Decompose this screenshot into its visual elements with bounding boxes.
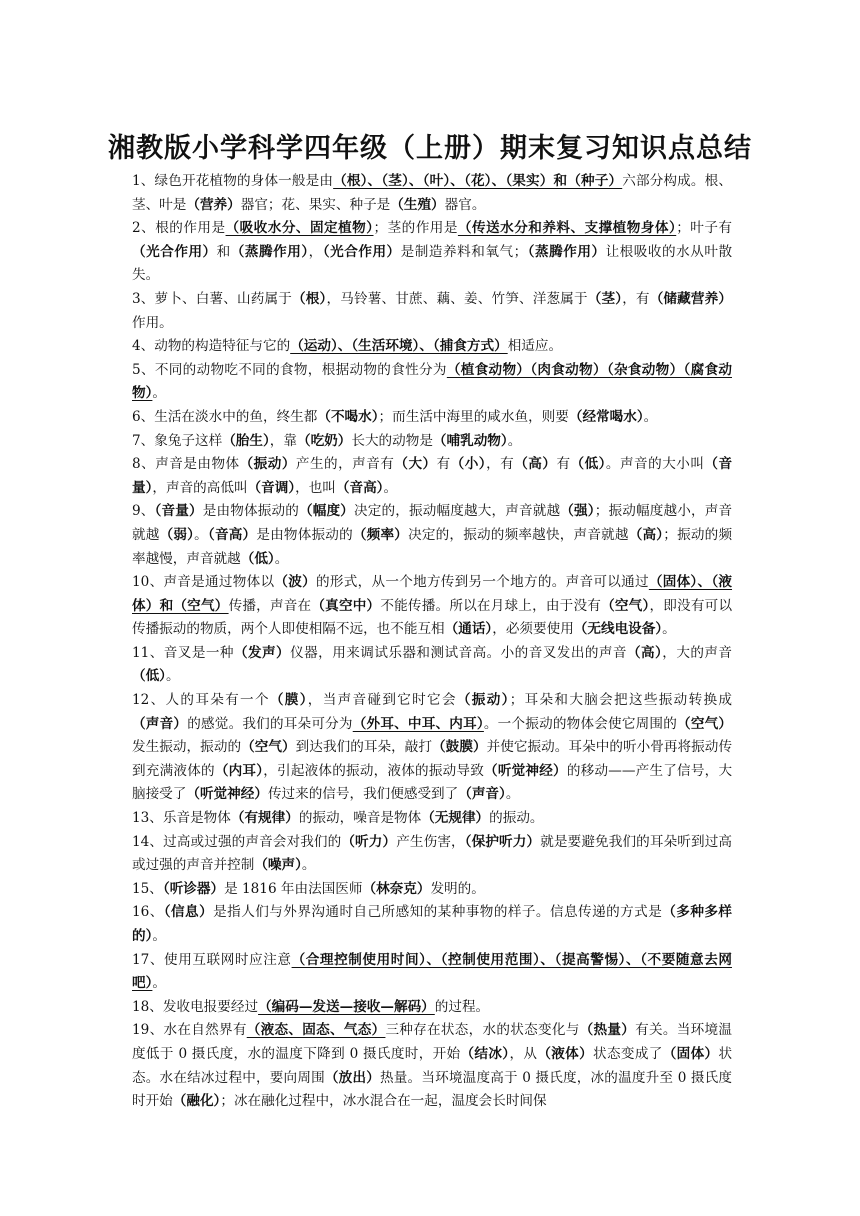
answer-text: （听觉神经） <box>186 786 268 803</box>
body-text: 传过来的信号，我们便感受到了 <box>267 786 459 803</box>
answer-text: （信息） <box>163 904 214 921</box>
body-text: 7、象兔子这样 <box>132 432 223 449</box>
body-text: 状态。水在结冰过程中，要向周围 <box>132 1045 733 1086</box>
document-body <box>132 170 732 1114</box>
answer-text: （根） <box>292 290 327 307</box>
answer-text: （空气） <box>601 597 650 614</box>
body-text: 的形式，从一个地方传到另一个地方的。声音可以通过 <box>316 574 649 591</box>
answer-text: （小） <box>450 456 487 473</box>
answer-text: （合理控制使用时间）、（控制使用范围）、（提高警惕）、（不要随意去网吧） <box>132 951 732 992</box>
body-text: 15、 <box>132 880 163 897</box>
body-text: 是 1816 年由法国医师 <box>224 880 363 897</box>
answer-text: （音量） <box>154 503 203 520</box>
answer-text: （保护听力） <box>464 833 541 850</box>
answer-text: （固体） <box>662 1045 719 1062</box>
body-text: 3、萝卜、白薯、山药属于 <box>132 290 293 307</box>
body-text: 。 <box>165 668 180 685</box>
answer-text: （吸收水分、固定植物） <box>225 220 374 237</box>
body-text: 的振动。 <box>489 810 544 827</box>
body-text: 发生振动，振动的 <box>132 739 242 756</box>
body-text: 的感觉。我们的耳朵可分为 <box>187 715 353 732</box>
body-text: 器官。 <box>444 196 486 213</box>
answer-text: （液态、固态、气态） <box>246 1022 386 1039</box>
body-text: 。 <box>383 479 398 496</box>
answer-text: （高） <box>628 526 664 543</box>
answer-text: （编码—发送—接收—解码） <box>258 998 435 1015</box>
knowledge-point-6 <box>132 406 732 430</box>
body-text: 13、乐音是物体 <box>132 810 231 827</box>
answer-text: （林奈克） <box>362 880 431 897</box>
answer-text: （植食动物）（肉食动物）（杂食动物）（腐食动物） <box>132 361 732 402</box>
body-text: 是制造养料和氧气； <box>400 243 528 260</box>
answer-text: （无规律） <box>421 810 490 827</box>
knowledge-point-15 <box>132 878 732 902</box>
knowledge-point-12 <box>132 689 732 807</box>
answer-text: （鼓膜） <box>432 739 487 756</box>
answer-text: （哺乳动物） <box>432 432 508 449</box>
body-text: 器官；花、果实、种子是 <box>240 196 391 213</box>
body-text: ；振动幅度越小，声音就越 <box>132 503 733 543</box>
body-text: ，当声音碰到它时它会 <box>307 692 457 709</box>
body-text: ；而生活中海里的咸水鱼，则要 <box>378 408 569 425</box>
answer-text: （固体）、（液体）和（空气） <box>132 574 733 614</box>
body-text: 就是要避免我们的耳朵听到过高或过强的声音并控制 <box>132 833 733 874</box>
body-text: ；耳朵和大脑会把这些振动转换成 <box>509 692 732 709</box>
body-text: 决定的，振动幅度越大，声音就越 <box>354 503 561 520</box>
body-text: ，从 <box>509 1045 538 1062</box>
knowledge-point-11 <box>132 642 732 689</box>
body-text: 有 <box>556 456 571 473</box>
answer-text: （低） <box>132 668 166 685</box>
body-text: 是由物体振动的 <box>256 526 353 543</box>
body-text: 决定的，振动的频率越快，声音就越 <box>408 526 629 543</box>
body-text: 12、人的耳朵有一个 <box>132 692 270 709</box>
answer-text: （振动） <box>239 456 296 473</box>
answer-text: （经常喝水） <box>568 408 644 425</box>
body-text: 发明的。 <box>430 880 485 897</box>
body-text: 。 <box>662 621 676 638</box>
answer-text: （膜） <box>269 692 308 709</box>
knowledge-point-8 <box>132 453 732 500</box>
answer-text: （内耳） <box>214 762 264 779</box>
answer-text: （频率） <box>352 526 409 543</box>
answer-text: （生殖） <box>390 196 445 213</box>
body-text: 10、声音是通过物体以 <box>132 574 275 591</box>
knowledge-point-3 <box>132 288 732 335</box>
knowledge-point-4 <box>132 335 732 359</box>
body-text: ；冰在融化过程中，冰水混合在一起，温度会长时间保 <box>220 1093 547 1110</box>
knowledge-point-1 <box>132 170 732 217</box>
body-text: 9、 <box>132 503 155 520</box>
page-title: 湘教版小学科学四年级（上册）期末复习知识点总结 <box>108 133 752 165</box>
body-text: 。一个振动的物体会使它周围的 <box>483 715 678 732</box>
body-text: 六部分构成。根、茎、叶是 <box>132 173 732 213</box>
knowledge-point-2 <box>132 217 732 288</box>
body-text: 。 <box>301 857 316 874</box>
answer-text: （热量） <box>579 1022 636 1039</box>
body-text: 6、生活在淡水中的鱼，终生都 <box>132 408 318 425</box>
body-text: 和 <box>216 243 231 260</box>
body-text: 长大的动物是 <box>351 432 433 449</box>
answer-text: （音高） <box>207 526 257 543</box>
body-text: ，也叫 <box>295 479 336 496</box>
body-text: 19、水在自然界有 <box>132 1022 247 1039</box>
body-text: 4、动物的构造特征与它的 <box>132 338 291 355</box>
answer-text: （传送水分和养料、支撑植物身体） <box>457 220 677 237</box>
body-text: 作用。 <box>132 314 173 331</box>
knowledge-point-19 <box>132 1019 732 1113</box>
body-text: ，大的声音 <box>662 644 733 661</box>
answer-text: （结冰） <box>460 1045 510 1062</box>
body-text: 三种存在状态，水的状态变化与 <box>385 1022 580 1039</box>
body-text: 2、根的作用是 <box>132 220 226 237</box>
body-text: 。 <box>152 928 166 944</box>
answer-text: （空气） <box>677 715 733 732</box>
answer-text: （振动） <box>456 692 510 709</box>
body-text: ，引起液体的振动，液体的振动导致 <box>263 762 485 779</box>
answer-text: （蒸腾作用） <box>230 243 309 260</box>
body-text: 11、音叉是一种 <box>132 644 234 661</box>
answer-text: （吃奶） <box>296 432 352 449</box>
answer-text: （音调） <box>247 479 296 496</box>
answer-text: （低） <box>570 456 606 473</box>
body-text: 的移动——产生了信号，大脑接受了 <box>132 762 733 803</box>
body-text: 有 <box>436 456 451 473</box>
body-text: ，有 <box>486 456 515 473</box>
body-text: 。 <box>152 975 166 992</box>
knowledge-point-7 <box>132 430 732 454</box>
body-text: 。 <box>194 526 208 543</box>
answer-text: （空气） <box>241 739 296 756</box>
answer-text: （听力） <box>341 833 397 850</box>
body-text: 状态变成了 <box>593 1045 663 1062</box>
answer-text: （听诊器） <box>162 880 225 897</box>
body-text: 到达我们的耳朵，敲打 <box>295 739 433 756</box>
knowledge-point-16 <box>132 901 732 948</box>
answer-text: （蒸腾作用） <box>527 243 606 260</box>
knowledge-point-18 <box>132 996 732 1020</box>
answer-text: （光合作用） <box>132 243 217 260</box>
body-text: 并使它振动。耳朵中的听小骨再将振动传到充满液体的 <box>132 739 733 779</box>
body-text: 是指人们与外界沟通时自己所感知的某种事物的样子。信息传递的方式是 <box>213 904 663 921</box>
answer-text: （运动）、（生活环境）、（捕食方式） <box>290 338 508 355</box>
body-text: 的振动，噪音是物体 <box>298 810 422 827</box>
body-text: 8、声音是由物体 <box>132 456 240 473</box>
body-text: 18、发收电报要经过 <box>132 998 259 1015</box>
body-text: 的过程。 <box>434 998 490 1015</box>
answer-text: （有规律） <box>230 810 299 827</box>
answer-text: （噪声） <box>254 857 302 874</box>
knowledge-point-17 <box>132 949 732 996</box>
body-text: 。 <box>152 385 166 402</box>
answer-text: （胎生） <box>222 432 270 449</box>
answer-text: （真空中） <box>311 597 381 614</box>
answer-text: （放出） <box>324 1069 380 1086</box>
body-text: 17、使用互联网时应注意 <box>132 951 292 968</box>
answer-text: （声音） <box>458 786 506 803</box>
body-text: 。 <box>274 550 289 567</box>
body-text: 相适应。 <box>507 338 563 355</box>
body-text: ；振动的频率越慢，声音就越 <box>132 526 733 567</box>
body-text: 不能传播。所以在月球上，由于没有 <box>380 597 602 614</box>
answer-text: （液体） <box>537 1045 594 1062</box>
knowledge-point-5 <box>132 359 732 406</box>
body-text: ，即没有可以传播振动的物质，两个人即使相隔不远，也不能互相 <box>132 597 733 638</box>
answer-text: （发声） <box>233 644 291 661</box>
answer-text: （光合作用） <box>322 243 401 260</box>
body-text: ；茎的作用是 <box>373 220 458 237</box>
body-text: 16、 <box>132 904 164 921</box>
body-text: 仪器，用来调试乐器和测试音高。小的音叉发出的声音 <box>290 644 627 661</box>
answer-text: （弱） <box>159 526 195 543</box>
answer-text: （强） <box>560 503 595 520</box>
answer-text: （多种多样的） <box>132 904 733 944</box>
body-text: ，马铃薯、甘蔗、藕、姜、竹笋、洋葱属于 <box>326 290 588 307</box>
answer-text: （低） <box>240 550 275 567</box>
body-text: ，声音的高低叫 <box>152 479 248 496</box>
answer-text: （不喝水） <box>317 408 379 425</box>
body-text: 。 <box>643 408 658 425</box>
answer-text: （音高） <box>335 479 384 496</box>
body-text: ，必须要使用 <box>492 621 574 638</box>
body-text: ，靠 <box>269 432 297 449</box>
body-text: 。 <box>505 786 520 803</box>
answer-text: （茎） <box>587 290 623 307</box>
body-text: ， <box>308 243 323 260</box>
answer-text: （幅度） <box>299 503 355 520</box>
body-text: 有关。当环境温度低于 0 摄氏度，水的温度下降到 0 摄氏度时，开始 <box>132 1022 733 1062</box>
knowledge-point-10 <box>132 571 732 642</box>
body-text: 。 <box>507 432 522 449</box>
answer-text: （外耳、中耳、内耳） <box>352 715 484 732</box>
knowledge-point-14 <box>132 831 732 878</box>
body-text: 5、不同的动物吃不同的食物，根据动物的食性分为 <box>132 361 447 378</box>
answer-text: （无线电设备） <box>573 621 663 638</box>
answer-text: （融化） <box>172 1093 221 1110</box>
answer-text: （储藏营养） <box>649 290 733 307</box>
body-text: 产生伤害， <box>396 833 465 850</box>
body-text: 产生的，声音有 <box>295 456 395 473</box>
answer-text: （波） <box>274 574 316 591</box>
knowledge-point-9 <box>132 500 732 571</box>
answer-text: （音量） <box>132 456 733 496</box>
answer-text: （高） <box>626 644 663 661</box>
answer-text: （听觉神经） <box>484 762 567 779</box>
body-text: ；叶子有 <box>676 220 733 237</box>
answer-text: （声音） <box>132 715 188 732</box>
body-text: 热量。当环境温度高于 0 摄氏度，冰的温度升至 0 摄氏度时开始 <box>132 1069 733 1110</box>
body-text: 传播，声音在 <box>228 597 312 614</box>
answer-text: （高） <box>514 456 557 473</box>
answer-text: （通话） <box>444 621 493 638</box>
answer-text: （大） <box>394 456 437 473</box>
answer-text: （根）、（茎）、（叶）、（花）、（果实）和（种子） <box>333 173 623 189</box>
answer-text: （营养） <box>186 196 241 213</box>
knowledge-point-13 <box>132 807 732 831</box>
body-text: 是由物体振动的 <box>202 503 300 520</box>
body-text: 14、过高或过强的声音会对我们的 <box>132 833 342 850</box>
body-text: 让根吸收的水从叶散失。 <box>132 243 733 284</box>
body-text: 1、绿色开花植物的身体一般是由 <box>132 173 334 189</box>
body-text: 。声音的大小叫 <box>605 456 705 473</box>
body-text: ，有 <box>622 290 650 307</box>
